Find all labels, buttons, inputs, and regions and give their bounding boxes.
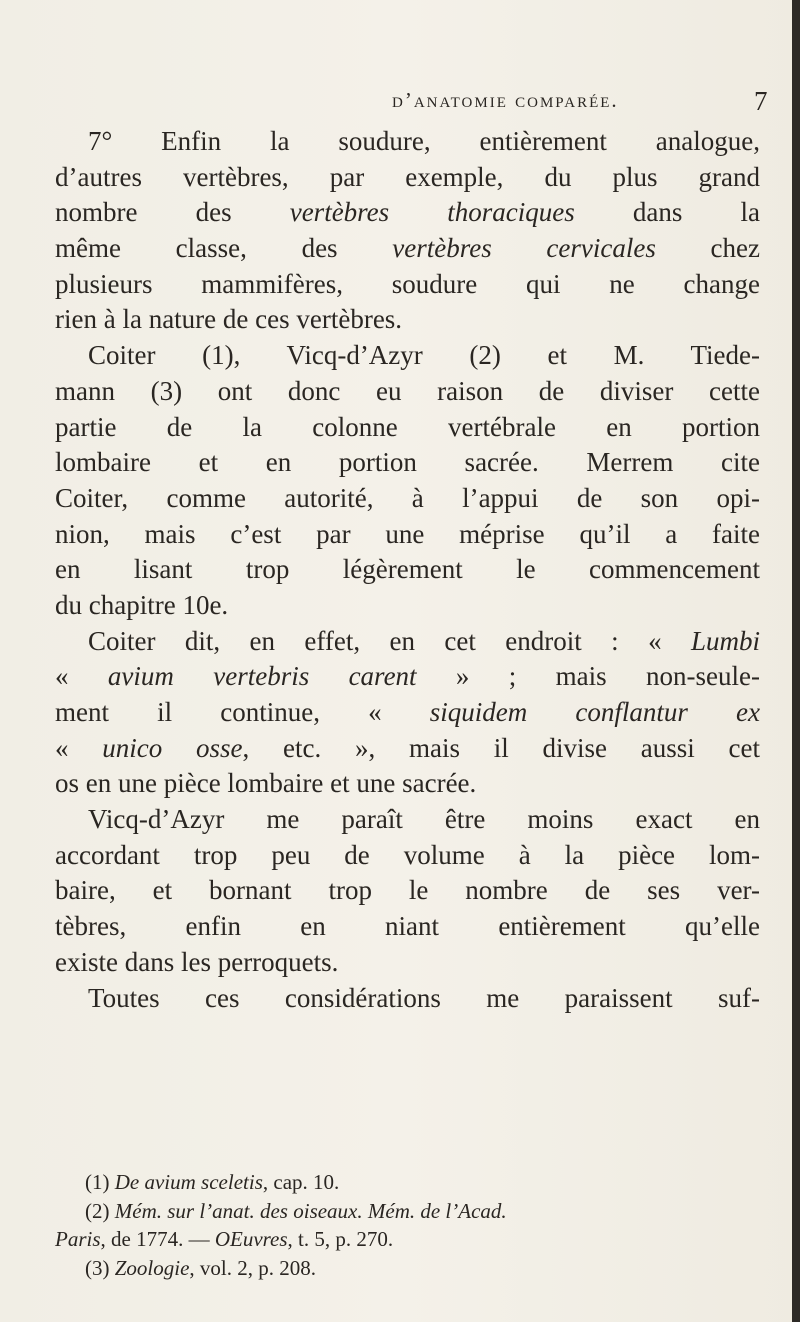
page-edge-shadow [792,0,800,1322]
text-line: plusieurs mammifères, soudure qui ne change [55,268,760,299]
footnote: (1) De avium sceletis, cap. 10. [85,1170,340,1194]
text-line: accordant trop peu de volume à la pièce lom- [55,839,760,870]
text-line: mann (3) ont donc eu raison de diviser cette [55,375,760,406]
text-line: 7° Enfin la soudure, entièrement analogue, [88,126,760,156]
body-text [55,124,760,1016]
running-title: d’anatomie comparée. [392,88,619,112]
footnote: (3) Zoologie, vol. 2, p. 208. [85,1255,317,1280]
text-line: du chapitre 10e. [55,589,229,620]
text-line: en lisant trop légèrement le commencement [55,554,760,585]
text-line: ment il continue, « siquidem conflantur ex [55,697,760,727]
text-line: partie de la colonne vertébrale en portion [55,411,760,442]
text-line: os en une pièce lombaire et une sacrée. [55,768,477,799]
text-line: baire, et bornant trop le nombre de ses ver- [55,875,760,906]
text-line: tèbres, enfin en niant entièrement qu’elle [55,911,760,942]
text-line: nombre des vertèbres thoraciques dans la [55,197,760,228]
footnote-continuation: Paris, de 1774. — OEuvres, t. 5, p. 270. [55,1227,394,1251]
text-line: Coiter dit, en effet, en cet endroit : « Lumbi [88,625,760,656]
text-line: d’autres vertèbres, par exemple, du plus grand [55,161,760,192]
text-line: rien à la nature de ces vertèbres. [55,304,403,335]
text-line: existe dans les perroquets. [55,946,339,977]
footnote: (2) Mém. sur l’anat. des oiseaux. Mém. de l’Acad. [85,1198,507,1223]
text-line: « unico osse, etc. », mais il divise aussi cet [55,732,761,763]
text-line: « avium vertebris carent » ; mais non-seule- [55,661,760,692]
page-header [150,88,780,128]
text-line: nion, mais c’est par une méprise qu’il a faite [55,518,760,549]
text-line: Vicq-d’Azyr me paraît être moins exact en [88,804,760,835]
text-line: même classe, des vertèbres cervicales chez [55,233,761,264]
page-number: 7 [754,86,768,116]
text-line: Toutes ces considérations me paraissent suf- [88,982,760,1013]
text-line: lombaire et en portion sacrée. Merrem cite [55,447,760,478]
footnotes [55,1168,760,1282]
text-line: Coiter, comme autorité, à l’appui de son opi- [55,482,760,513]
text-line: Coiter (1), Vicq-d’Azyr (2) et M. Tiede- [88,340,760,371]
